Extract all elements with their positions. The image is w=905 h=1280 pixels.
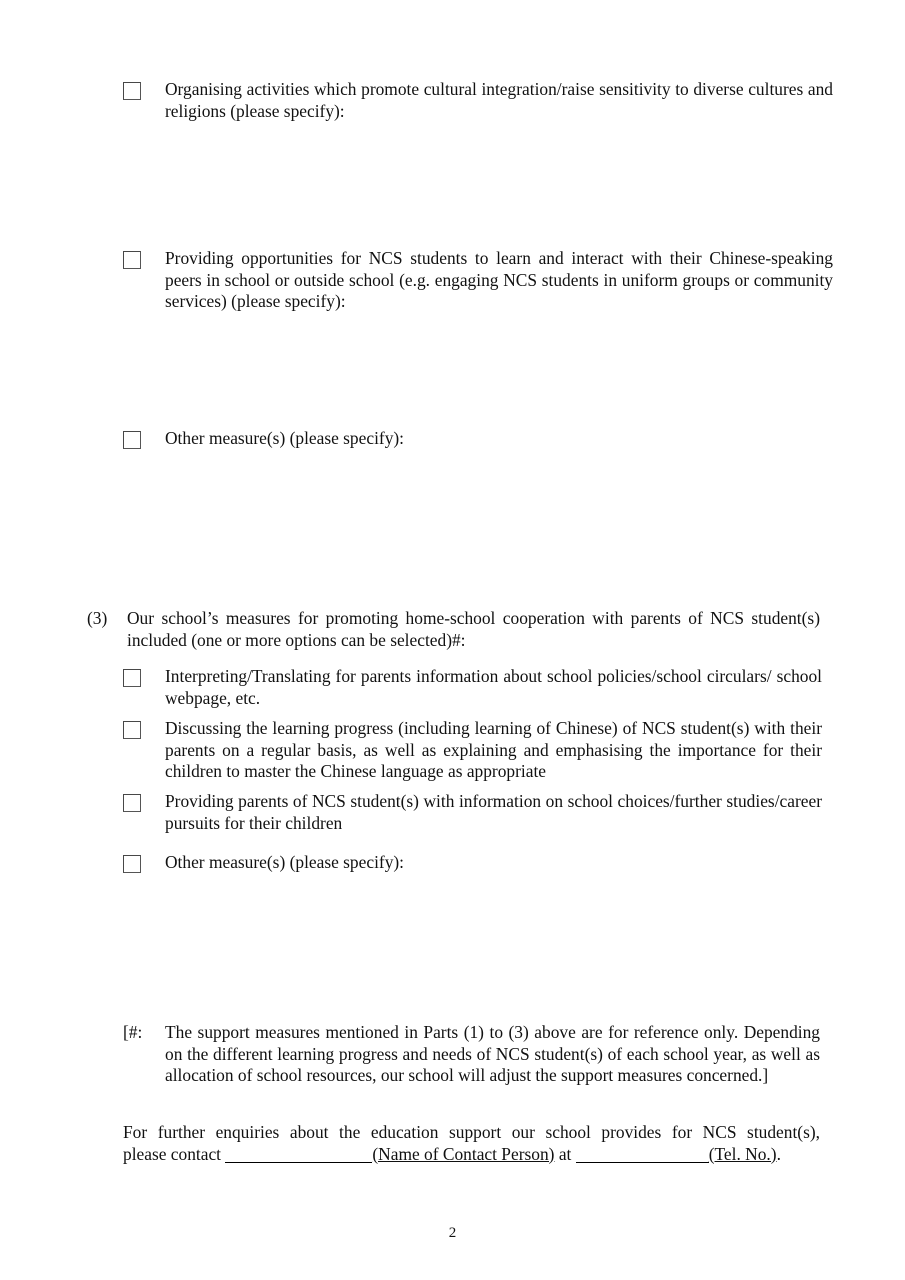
option-row-discussing-learning-progress [123, 718, 822, 783]
option-row-cultural-integration [123, 79, 833, 122]
contact-name-label: (Name of Contact Person) [372, 1143, 555, 1164]
checkbox-other-measures-part3[interactable] [123, 855, 141, 873]
contact-text-at: at [558, 1143, 572, 1164]
checkbox-other-measures-top[interactable] [123, 431, 141, 449]
contact-text-before-name: please contact [123, 1143, 222, 1164]
checkbox-school-choices-info[interactable] [123, 794, 141, 812]
option-row-interpreting-translating [123, 666, 822, 709]
option-label: Providing parents of NCS student(s) with information on school choices/further studies/career pursuits for their children [165, 791, 822, 833]
section3-heading: Our school’s measures for promoting home-school cooperation with parents of NCS student(s) included (one or more options can be selected)#: [127, 608, 820, 650]
contact-name-blank[interactable] [225, 1148, 372, 1163]
section3-heading-row [87, 608, 820, 651]
contact-tel-label: (Tel. No.) [708, 1143, 777, 1164]
footnote-marker: [#: [123, 1022, 143, 1042]
contact-paragraph [123, 1122, 820, 1165]
footnote-text: The support measures mentioned in Parts (1) to (3) above are for reference only. Depending on the different learning progress and needs of NCS student(s) of each school year, as well as allocation of school resources, our school will adjust the support measures concerned.] [165, 1022, 820, 1086]
option-label: Discussing the learning progress (including learning of Chinese) of NCS student(s) with their parents on a regular basis, as well as explaining and emphasising the importance for their children to master the Chinese language as appropriate [165, 718, 822, 782]
checkbox-interpreting-translating[interactable] [123, 669, 141, 687]
option-label: Other measure(s) (please specify): [165, 852, 405, 872]
option-label: Other measure(s) (please specify): [165, 428, 405, 448]
checkbox-cultural-integration-activities[interactable] [123, 82, 141, 100]
checkbox-discussing-learning-progress[interactable] [123, 721, 141, 739]
option-label: Interpreting/Translating for parents information about school policies/school circulars/ school webpage, etc. [165, 666, 822, 708]
option-row-school-choices-info [123, 791, 822, 834]
option-row-ncs-peer-interaction [123, 248, 833, 313]
footnote [123, 1022, 820, 1087]
section3-number: (3) [87, 608, 108, 628]
option-row-other-measures-part3 [123, 852, 822, 874]
option-label: Organising activities which promote cultural integration/raise sensitivity to diverse cultures and religions (please specify): [165, 79, 833, 121]
checkbox-ncs-peer-interaction[interactable] [123, 251, 141, 269]
contact-tel-blank[interactable] [576, 1148, 709, 1163]
option-row-other-measures-top [123, 428, 833, 450]
contact-text-period: . [776, 1143, 781, 1164]
contact-line2 [123, 1144, 820, 1166]
contact-line1: For further enquiries about the education support our school provides for NCS student(s), [123, 1122, 820, 1142]
page-number: 2 [448, 1225, 457, 1241]
option-label: Providing opportunities for NCS students to learn and interact with their Chinese-speaking peers in school or outside school (e.g. engaging NCS students in uniform groups or community services) (please specify): [165, 248, 833, 312]
